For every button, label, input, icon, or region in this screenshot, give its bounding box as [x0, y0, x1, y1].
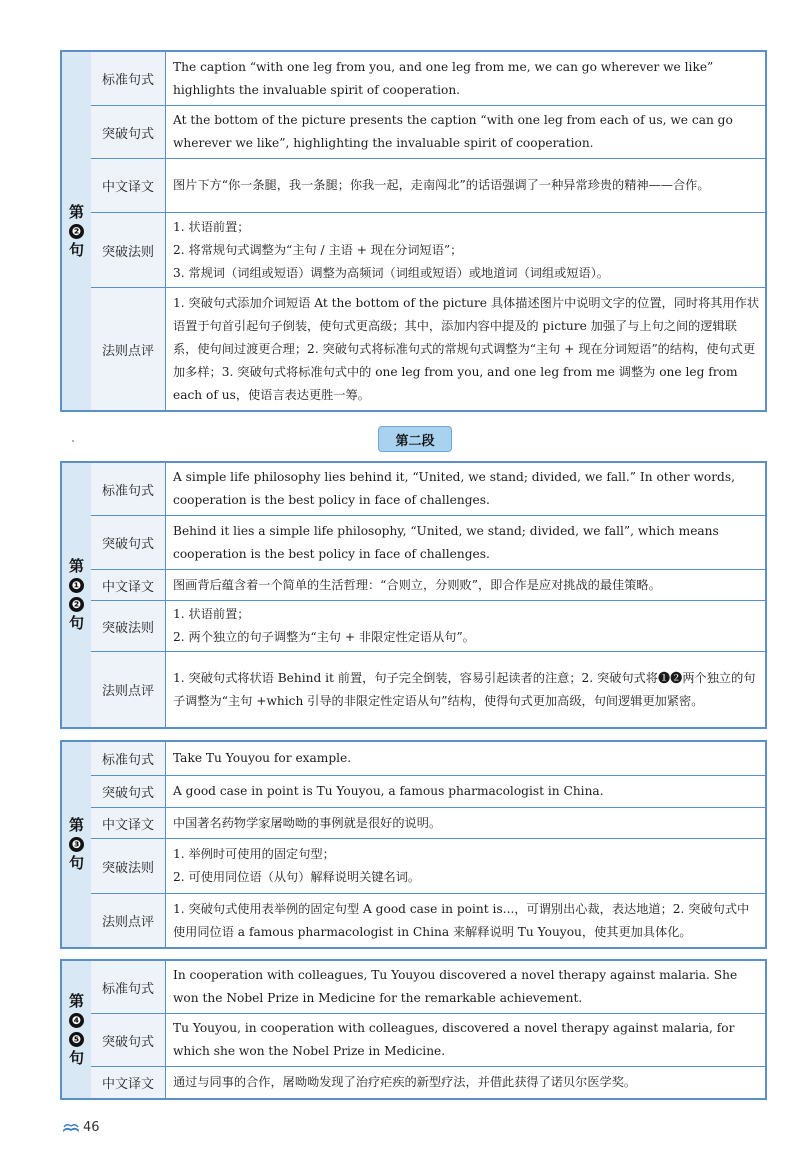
table-row: [91, 570, 765, 601]
row-label: 标准句式: [91, 463, 166, 515]
table-row: [91, 159, 765, 213]
side-label-post: 句: [68, 240, 84, 259]
book-icon: [62, 1121, 80, 1133]
row-label: 突破句式: [91, 516, 166, 569]
table-row: [91, 213, 765, 288]
row-label: 标准句式: [91, 742, 166, 775]
row-label: 中文译文: [91, 159, 166, 212]
table-row: [91, 106, 765, 159]
row-text: Behind it lies a simple life philosophy, “United, we stand; divided, we fall”, which means cooperation is the best policy in face of challenges.: [173, 523, 719, 561]
row-label: 标准句式: [91, 961, 166, 1013]
rule-line: 1. 状语前置；: [173, 607, 250, 621]
row-label: 标准句式: [91, 52, 166, 105]
table-row: [91, 463, 765, 516]
row-text: 1. 突破句式添加介词短语 At the bottom of the picture 具体描述图片中说明文字的位置，同时将其用作状语置于句首引起句子倒装，使句式更高级；其中，添加内容中提及的 picture 加强了与上句之间的逻辑联系，使句间过渡更合理；2. 突破句式将标准句式的常规句式调整为“主句 + 现在分词短语”的结构，使句式更加多样；3. 突破句式将标准句式中的 one leg from you, and one leg from me 调整为 one leg from each of us，使语言表达更胜一筹。: [173, 295, 760, 402]
row-text: The caption “with one leg from you, and one leg from me, we can go wherever we like” highlights the invaluable spirit of cooperation.: [173, 59, 714, 97]
row-text: 图片下方“你一条腿，我一条腿；你我一起，走南闯北”的话语强调了一种异常珍贵的精神——合作。: [173, 178, 710, 192]
row-label: 突破法则: [91, 839, 166, 893]
table-row: [91, 839, 765, 894]
side-label-pre: 第: [68, 557, 84, 575]
row-text: 1. 突破句式使用表举例的固定句型 A good case in point is...，可谓别出心裁，表达地道；2. 突破句式中使用同位语 a famous pharmacologist in China 来解释说明 Tu Youyou，使其更加具体化。: [173, 901, 750, 939]
row-text: 通过与同事的合作，屠呦呦发现了治疗疟疾的新型疗法，并借此获得了诺贝尔医学奖。: [173, 1075, 637, 1089]
row-label: 突破句式: [91, 106, 166, 158]
table-row: [91, 961, 765, 1014]
sentence-number-badge: ❷: [69, 597, 84, 612]
section-title: 第二段: [378, 426, 452, 452]
row-text: A good case in point is Tu Youyou, a famous pharmacologist in China.: [173, 784, 604, 798]
page-footer: [62, 1118, 100, 1136]
side-label-pre: 第: [68, 991, 84, 1010]
row-label: 中文译文: [91, 808, 166, 838]
row-label: 突破法则: [91, 213, 166, 287]
table-row: [91, 776, 765, 808]
row-label: 法则点评: [91, 288, 166, 410]
row-label: 突破句式: [91, 776, 166, 807]
row-text: A simple life philosophy lies behind it, “United, we stand; divided, we fall.” In other words, cooperation is the best policy in face of challenges.: [173, 470, 735, 507]
row-label: 突破法则: [91, 601, 166, 651]
table-row: [91, 52, 765, 106]
side-label: [62, 742, 92, 947]
rule-line: 2. 可使用同位语（从句）解释说明关键名词。: [173, 870, 421, 884]
side-label-post: 句: [68, 614, 84, 632]
rule-line: 3. 常规词（词组或短语）调整为高频词（词组或短语）或地道词（词组或短语）。: [173, 265, 609, 280]
side-label: [62, 961, 92, 1098]
sentence-number-badge: ❶: [69, 578, 84, 593]
table-row: [91, 516, 765, 570]
table-row: [91, 1067, 765, 1098]
table-row: [91, 808, 765, 839]
rule-line: 1. 状语前置；: [173, 219, 250, 234]
table-row: [91, 288, 765, 410]
row-text: 图画背后蕴含着一个简单的生活哲理：“合则立，分则败”，即合作是应对挑战的最佳策略。: [173, 577, 661, 592]
table-row: [91, 894, 765, 947]
side-label: [62, 52, 92, 410]
sentence-number-badge: ❺: [69, 1032, 84, 1047]
row-label: 法则点评: [91, 894, 166, 947]
side-label-pre: 第: [68, 202, 84, 221]
row-text: At the bottom of the picture presents the caption “with one leg from each of us, we can go wherever we like”, highlighting the invaluable spirit of cooperation.: [173, 113, 733, 150]
row-text: In cooperation with colleagues, Tu Youyou discovered a novel therapy against malaria. She won the Nobel Prize in Medicine for the remarkable achievement.: [173, 968, 738, 1005]
table-row: [91, 742, 765, 776]
row-text: Take Tu Youyou for example.: [173, 751, 352, 765]
sentence-block-2: [60, 50, 767, 412]
sentence-number-badge: ❸: [69, 837, 84, 852]
sentence-block-1-2: [60, 461, 767, 729]
rule-line: 2. 两个独立的句子调整为“主句 + 非限定性定语从句”。: [173, 630, 475, 644]
row-text: 1. 突破句式将状语 Behind it 前置，句子完全倒装，容易引起读者的注意；2. 突破句式将❶❷两个独立的句子调整为“主句 +which 引导的非限定性定语从句”结构，使得句式更加高级，句间逻辑更加紧密。: [173, 670, 756, 708]
table-row: [91, 652, 765, 727]
side-label-post: 句: [68, 1048, 84, 1067]
table-row: [91, 1014, 765, 1067]
sentence-number-badge: ❷: [69, 224, 84, 239]
sentence-number-badge: ❹: [69, 1013, 84, 1028]
row-text: 中国著名药物学家屠呦呦的事例就是很好的说明。: [173, 815, 442, 830]
row-label: 法则点评: [91, 652, 166, 727]
row-label: 中文译文: [91, 1067, 166, 1098]
side-label-pre: 第: [68, 816, 84, 834]
sentence-block-4-5: [60, 959, 767, 1100]
row-text: Tu Youyou, in cooperation with colleagues, discovered a novel therapy against malaria, for which she won the Nobel Prize in Medicine.: [173, 1021, 735, 1058]
speck: [72, 440, 74, 442]
row-label: 中文译文: [91, 570, 166, 600]
side-label: [62, 463, 92, 727]
sentence-block-3: [60, 740, 767, 949]
row-label: 突破句式: [91, 1014, 166, 1066]
side-label-post: 句: [68, 854, 84, 872]
page-number: 46: [83, 1119, 100, 1135]
rule-line: 1. 举例时可使用的固定句型；: [173, 847, 335, 861]
table-row: [91, 601, 765, 652]
rule-line: 2. 将常规句式调整为“主句 / 主语 + 现在分词短语”；: [173, 242, 463, 257]
